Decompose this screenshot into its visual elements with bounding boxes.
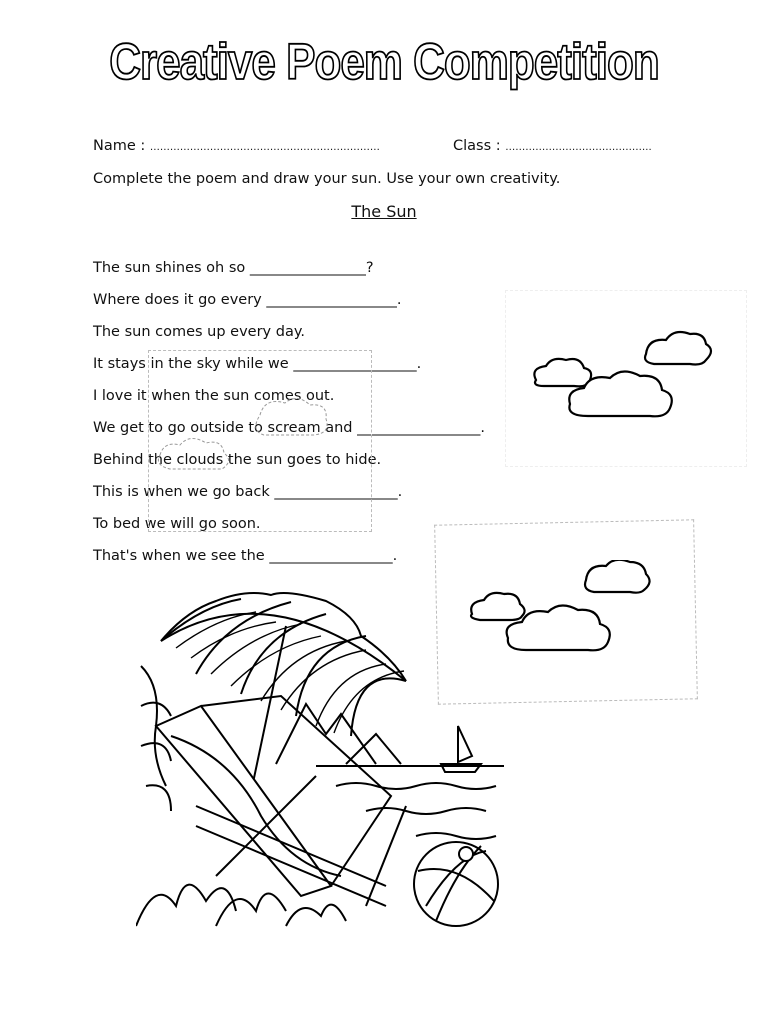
poem-line-9: To bed we will go soon. <box>93 516 261 532</box>
faint-cloud-icon <box>150 385 340 495</box>
poem-line-4: It stays in the sky while we _________________. <box>93 356 422 372</box>
poem-line-5: I love it when the sun comes out. <box>93 388 335 404</box>
beach-scene-illustration <box>136 586 506 936</box>
poem-line-8: This is when we go back _________________. <box>93 484 403 500</box>
name-blank: …………………………………………………………… <box>149 142 380 153</box>
name-class-row <box>93 138 652 154</box>
poem-line-3: The sun comes up every day. <box>93 324 305 340</box>
poem-line-6: We get to go outside to scream and _________________. <box>93 420 485 436</box>
name-label: Name : <box>93 138 146 154</box>
poem-title: The Sun <box>351 202 417 221</box>
poem-line-2: Where does it go every __________________. <box>93 292 402 308</box>
class-field <box>453 138 652 154</box>
clouds-top-icon <box>528 322 728 442</box>
poem-line-10: That's when we see the _________________. <box>93 548 398 564</box>
class-blank: …………………………………….. <box>505 142 652 153</box>
poem-line-1: The sun shines oh so ________________? <box>93 260 374 276</box>
worksheet-title: Creative Poem Competition <box>109 34 659 91</box>
poem-line-7: Behind the clouds the sun goes to hide. <box>93 452 382 468</box>
instructions-text: Complete the poem and draw your sun. Use your own creativity. <box>93 171 561 187</box>
class-label: Class : <box>453 138 501 154</box>
